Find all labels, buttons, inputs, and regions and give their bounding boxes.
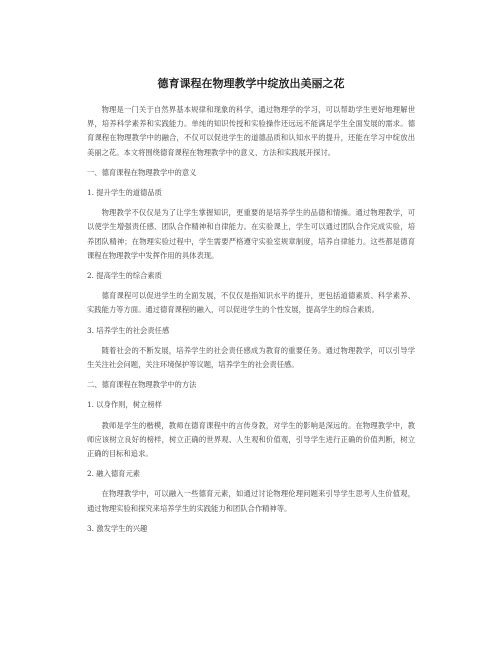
section-2-item-2-heading: 2. 融入德育元素: [87, 469, 141, 479]
section-1-item-1-paragraph: 物理教学不仅仅是为了让学生掌握知识，更重要的是培养学生的品德和情操。通过物理教学，可以使学生增强责任感、团队合作精神和自律能力。在实验课上，学生可以通过团队合作完成实验，培养团队精神；在物理实验过程中，学生需要严格遵守实验室规章制度，培养自律能力。这些都是德育课程在物理教学中发挥作用的具体表现。: [87, 208, 415, 260]
section-1-heading: 一、德育课程在物理教学中的意义: [87, 167, 197, 177]
section-1-item-1-heading: 1. 提升学生的道德品质: [87, 188, 162, 198]
document-content: [87, 77, 415, 542]
intro-paragraph: 物理是一门关于自然界基本规律和现象的科学，通过物理学的学习，可以帮助学生更好地理解世界，培养科学素养和实践能力。单纯的知识传授和实验操作还远远不能满足学生全面发展的需求。德育课程在物理教学中的融合，不仅可以促进学生的道德品质和认知水平的提升，还能在学习中绽放出美丽之花。本文将围绕德育课程在物理教学中的意义、方法和实践展开探讨。: [87, 105, 415, 157]
section-2-heading: 二、德育课程在物理教学中的方法: [87, 380, 197, 390]
section-1-item-3-paragraph: 随着社会的不断发展，培养学生的社会责任感成为教育的重要任务。通过物理教学，可以引导学生关注社会问题，关注环境保护等议题，培养学生的社会责任感。: [87, 345, 415, 370]
section-1-item-2-paragraph: 德育课程可以促进学生的全面发展，不仅仅是指知识水平的提升，更包括道德素质、科学素养、实践能力等方面。通过德育课程的融入，可以促进学生的个性发展，提高学生的综合素质。: [87, 291, 415, 315]
section-2-item-3-heading: 3. 激发学生的兴趣: [87, 523, 148, 533]
document-title: 德育课程在物理教学中绽放出美丽之花: [157, 77, 345, 90]
section-1-item-2-heading: 2. 提高学生的综合素质: [87, 271, 162, 281]
section-2-item-1-heading: 1. 以身作则，树立榜样: [87, 400, 162, 410]
section-2-item-1-paragraph: 教师是学生的楷模，教师在德育课程中的言传身教，对学生的影响是深远的。在物理教学中，教师应该树立良好的榜样，树立正确的世界观、人生观和价值观，引导学生进行正确的价值判断，树立正确的目标和追求。: [87, 420, 415, 459]
section-1-item-3-heading: 3. 培养学生的社会责任感: [87, 325, 170, 335]
section-2-item-2-paragraph: 在物理教学中，可以融入一些德育元素，如通过讨论物理伦理问题来引导学生思考人生价值观，通过物理实验和探究来培养学生的实践能力和团队合作精神等。: [87, 489, 415, 513]
